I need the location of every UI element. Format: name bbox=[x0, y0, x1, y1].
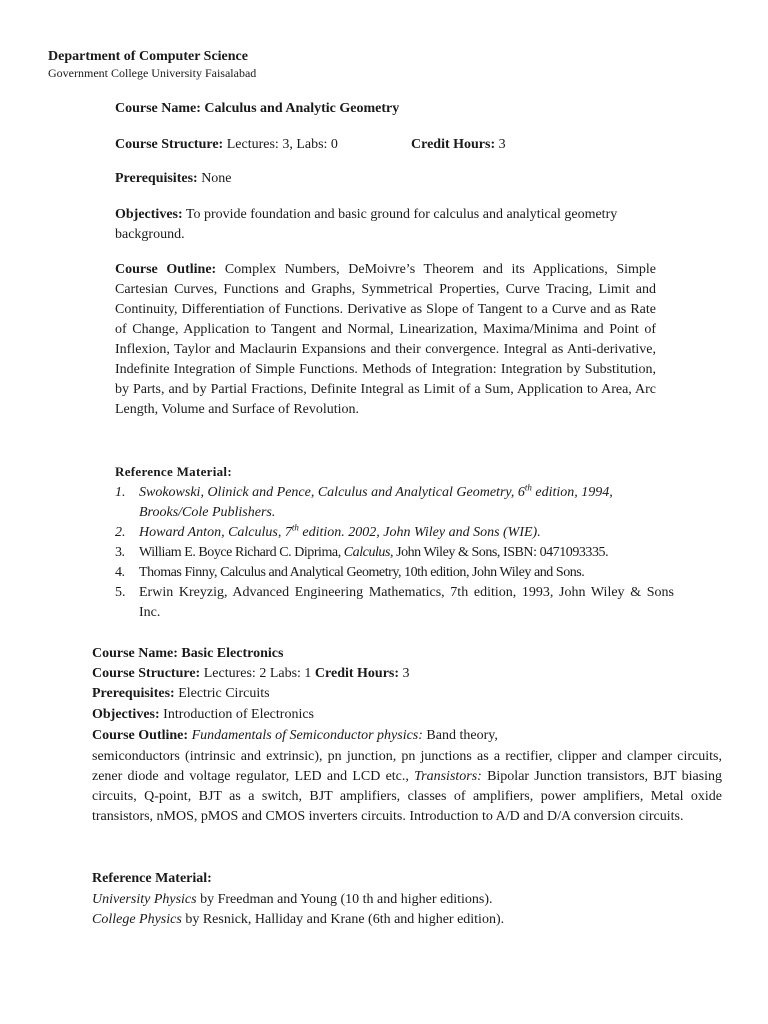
course2-credit-label: Credit Hours: bbox=[314, 666, 400, 681]
course2-prereq-label: Prerequisites: bbox=[92, 686, 175, 701]
reference-item: 1. Swokowski, Olinick and Pence, Calculus and Analytical Geometry, 6th edition, 1994, Brooks/Cole Publishers. bbox=[115, 482, 613, 520]
course1-structure-label: Course Structure: bbox=[115, 137, 224, 152]
course2-credit: 3 bbox=[402, 666, 410, 681]
course2-outline-line bbox=[92, 726, 498, 746]
course1-structure-line bbox=[115, 135, 338, 155]
course2-objectives-line bbox=[92, 705, 314, 725]
course1-credit-line bbox=[411, 135, 506, 155]
course2-reference-item bbox=[92, 910, 504, 930]
course2-prereq-line bbox=[92, 684, 270, 704]
reference-rest: by Resnick, Halliday and Krane (6th and higher edition). bbox=[185, 912, 505, 927]
reference-title: College Physics bbox=[92, 912, 182, 927]
reference-item: 2. Howard Anton, Calculus, 7th edition. 2002, John Wiley and Sons (WIE). bbox=[115, 523, 675, 543]
course1-structure: Lectures: 3, Labs: 0 bbox=[226, 137, 338, 152]
course1-reference-heading: Reference Material: bbox=[115, 464, 232, 479]
university-name: Government College University Faisalabad bbox=[48, 66, 257, 80]
course1-objectives bbox=[115, 205, 660, 245]
course2-name: Basic Electronics bbox=[181, 646, 284, 661]
course2-reference-item bbox=[92, 890, 493, 910]
reference-title: University Physics bbox=[92, 892, 197, 907]
course1-objectives-text: To provide foundation and basic ground for calculus and analytical geometry background. bbox=[115, 207, 618, 242]
reference-item: 4. Thomas Finny, Calculus and Analytical Geometry, 10th edition, John Wiley and Sons. bbox=[115, 563, 675, 583]
reference-rest: by Freedman and Young (10 th and higher editions). bbox=[200, 892, 493, 907]
course2-name-label: Course Name: bbox=[92, 646, 178, 661]
course1-credit-label: Credit Hours: bbox=[411, 137, 496, 152]
reference-item: 5. Erwin Kreyzig, Advanced Engineering Mathematics, 7th edition, 1993, John Wiley & Sons Inc. bbox=[115, 585, 674, 620]
course2-outline-topic1: Fundamentals of Semiconductor physics: bbox=[191, 728, 423, 743]
course2-structure-line bbox=[92, 664, 410, 684]
course1-prereq: None bbox=[201, 171, 232, 186]
course1-objectives-label: Objectives: bbox=[115, 207, 183, 222]
course1-name-line bbox=[115, 99, 399, 119]
course1-outline-label: Course Outline: bbox=[115, 262, 217, 277]
course1-name: Calculus and Analytic Geometry bbox=[204, 101, 400, 116]
course2-structure-label: Course Structure: bbox=[92, 666, 201, 681]
course1-outline bbox=[115, 260, 656, 420]
course2-reference-heading: Reference Material: bbox=[92, 871, 212, 886]
course2-outline-topic2: Transistors: bbox=[414, 769, 482, 784]
course2-outline-text3: Bipolar Junction transistors, BJT biasing circuits, Q-point, BJT as a switch, BJT amplifiers, classes of amplifiers, power amplifiers, Metal oxide transistors, nMOS, pMOS and CMOS inverters circuits. Introduction to A/D and D/A conversion circuits. bbox=[92, 769, 723, 824]
reference-number: 2. bbox=[115, 525, 126, 540]
reference-number: 3. bbox=[115, 545, 125, 560]
course2-outline-text1: Band theory, bbox=[426, 728, 498, 743]
course1-reference-list bbox=[115, 483, 675, 623]
course1-name-label: Course Name: bbox=[115, 101, 201, 116]
reference-number: 1. bbox=[115, 485, 126, 500]
reference-number: 4. bbox=[115, 565, 125, 580]
reference-number: 5. bbox=[115, 585, 126, 600]
course2-outline-label: Course Outline: bbox=[92, 728, 189, 743]
department-title: Department of Computer Science bbox=[48, 49, 248, 64]
course2-name-line bbox=[92, 644, 283, 664]
course1-prereq-label: Prerequisites: bbox=[115, 171, 198, 186]
course2-outline-text2: semiconductors (intrinsic and extrinsic), pn junction, pn junctions as a rectifier, clipper and clamper circuits, zener diode and voltage regulator, LED and LCD etc., bbox=[92, 749, 722, 784]
course1-credit: 3 bbox=[498, 137, 506, 152]
course1-outline-text: Complex Numbers, DeMoivre’s Theorem and its Applications, Simple Cartesian Curves, Functions and Graphs, Symmetrical Properties, Curve Tracing, Limit and Continuity, Differentiation of Functions. Derivative as Slope of Tangent to a Curve and as Rate of Change, Application to Tangent and Normal, Linearization, Maxima/Minima and Point of Inflexion, Taylor and Maclaurin Expansions and their convergence. Integral as Anti-derivative, Indefinite Integration of Simple Functions. Methods of Integration: Integration by Substitution, by Parts, and by Partial Fractions, Definite Integral as Limit of a Sum, Application to Area, Arc Length, Volume and Surface of Revolution. bbox=[115, 262, 656, 417]
course2-structure: Lectures: 2 Labs: 1 bbox=[203, 666, 312, 681]
course2-objectives: Introduction of Electronics bbox=[163, 707, 314, 722]
course2-prereq: Electric Circuits bbox=[178, 686, 270, 701]
reference-item: 3. William E. Boyce Richard C. Diprima, Calculus, John Wiley & Sons, ISBN: 0471093335. bbox=[115, 543, 675, 563]
course2-objectives-label: Objectives: bbox=[92, 707, 160, 722]
course1-prereq-line bbox=[115, 169, 232, 189]
course2-outline-body bbox=[92, 747, 722, 827]
